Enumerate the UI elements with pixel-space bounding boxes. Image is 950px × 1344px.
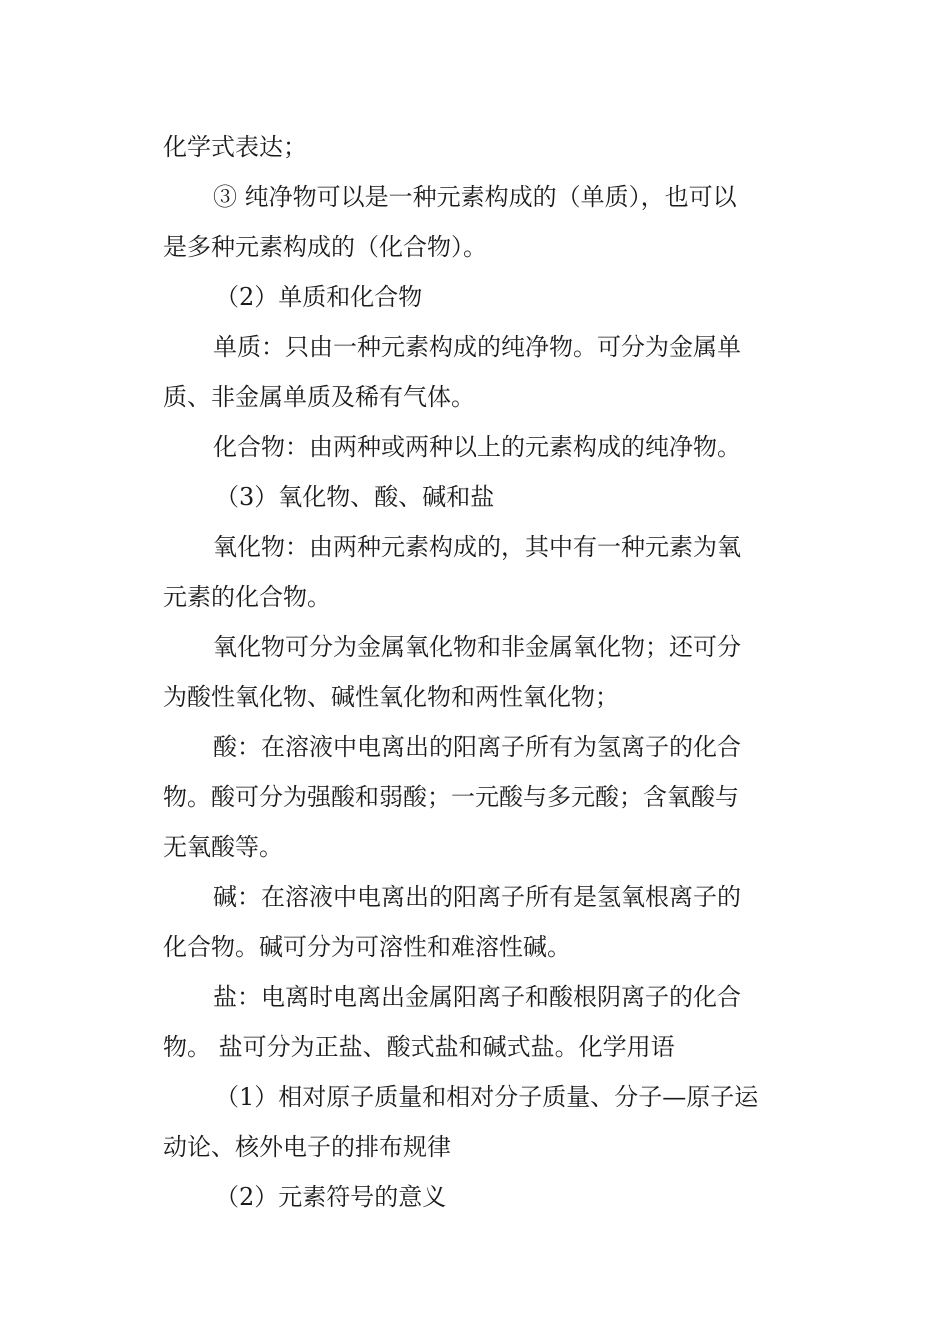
text-line: 氧化物：由两种元素构成的，其中有一种元素为氧 <box>213 533 741 561</box>
text-line: 盐：电离时电离出金属阳离子和酸根阴离子的化合 <box>213 983 741 1011</box>
text-line: 元素的化合物。 <box>163 583 331 611</box>
text-line: 单质：只由一种元素构成的纯净物。可分为金属单 <box>213 333 741 361</box>
text-line: 化合物。碱可分为可溶性和难溶性碱。 <box>163 933 571 961</box>
text-line: 碱：在溶液中电离出的阳离子所有是氢氧根离子的 <box>213 883 741 911</box>
text-line: 酸：在溶液中电离出的阳离子所有为氢离子的化合 <box>213 733 741 761</box>
section-heading: （2）元素符号的意义 <box>215 1183 447 1211</box>
text-line: 物。酸可分为强酸和弱酸；一元酸与多元酸；含氧酸与 <box>163 783 739 811</box>
section-heading: （2）单质和化合物 <box>215 283 423 311</box>
text-line: （1）相对原子质量和相对分子质量、分子—原子运 <box>215 1083 759 1111</box>
text-line: 质、非金属单质及稀有气体。 <box>163 383 475 411</box>
document-body <box>163 122 791 1222</box>
text-line: 化学式表达； <box>163 133 307 161</box>
text-line: 动论、核外电子的排布规律 <box>163 1133 451 1161</box>
text-line: 为酸性氧化物、碱性氧化物和两性氧化物； <box>163 683 619 711</box>
text-line: 无氧酸等。 <box>163 833 283 861</box>
text-line: 物。 盐可分为正盐、酸式盐和碱式盐。化学用语 <box>163 1033 675 1061</box>
text-line: 是多种元素构成的（化合物）。 <box>163 233 487 261</box>
section-heading: （3）氧化物、酸、碱和盐 <box>215 483 495 511</box>
text-line: 氧化物可分为金属氧化物和非金属氧化物；还可分 <box>213 633 741 661</box>
text-line: 化合物：由两种或两种以上的元素构成的纯净物。 <box>213 433 741 461</box>
text-line: ③ 纯净物可以是一种元素构成的（单质），也可以 <box>213 183 737 211</box>
